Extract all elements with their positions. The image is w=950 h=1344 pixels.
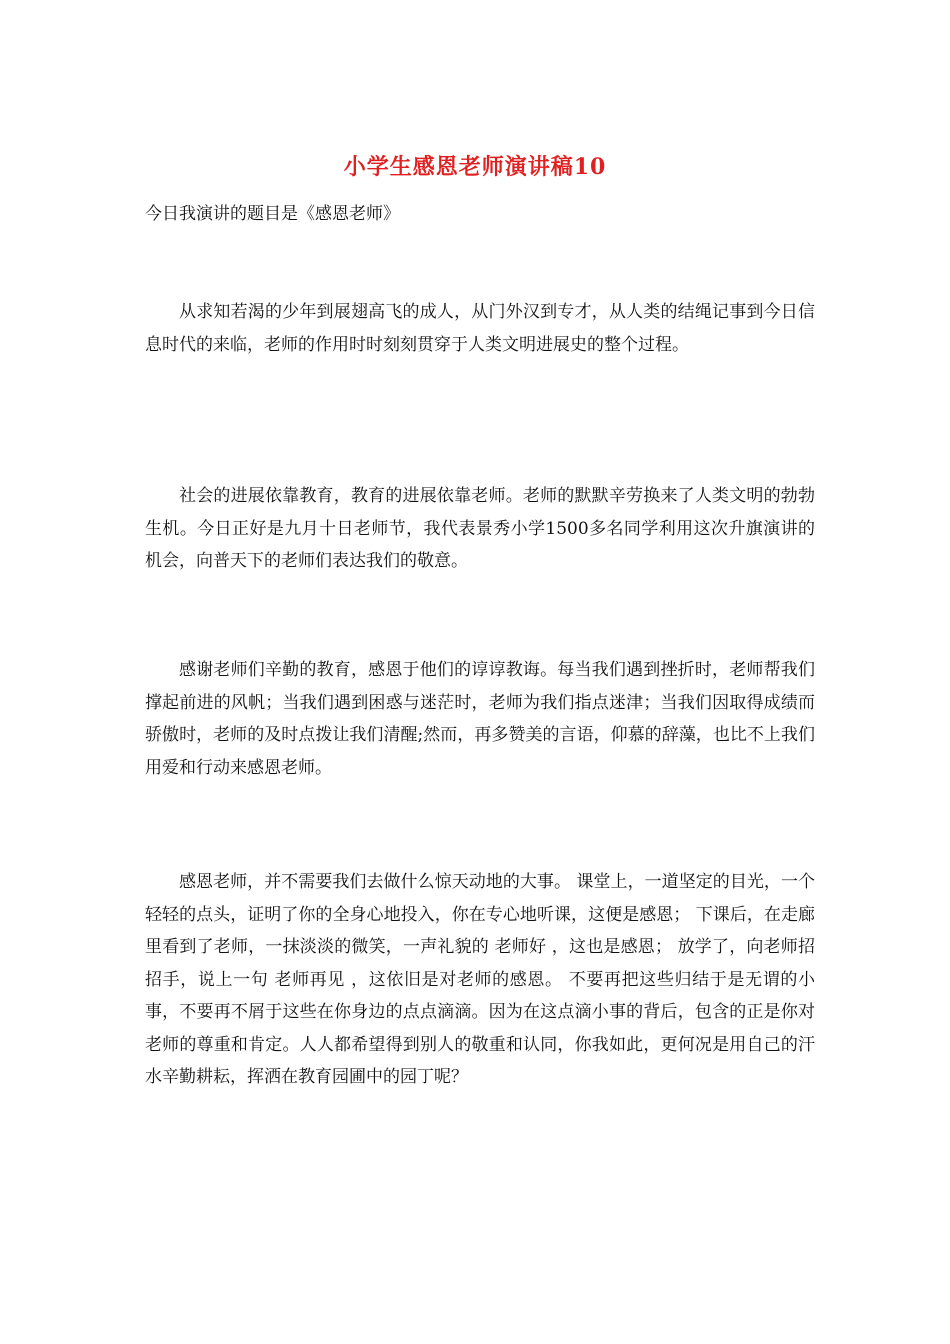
paragraph-3: 感谢老师们辛勤的教育，感恩于他们的谆谆教诲。每当我们遇到挫折时，老师帮我们撑起前进的风帆；当我们遇到困惑与迷茫时，老师为我们指点迷津；当我们因取得成绩而骄傲时，老师的及时点拨让我们清醒;然而，再多赞美的言语，仰慕的辞藻，也比不上我们用爱和行动来感恩老师。 (145, 660, 815, 778)
speech-topic: 今日我演讲的题目是《感恩老师》 (145, 204, 400, 224)
paragraph-4: 感恩老师，并不需要我们去做什么惊天动地的大事。 课堂上，一道坚定的目光，一个轻轻的点头，证明了你的全身心地投入，你在专心地听课，这便是感恩； 下课后，在走廊里看到了老师，一抹淡淡的微笑，一声礼貌的 老师好 ，这也是感恩； 放学了，向老师招招手，说上一句 老师再见 ，这依旧是对老师的感恩。 不要再把这些归结于是无谓的小事，不要再不屑于这些在你身边的点点滴滴。因为在这点滴小事的背后，包含的正是你对老师的尊重和肯定。人人都希望得到别人的敬重和认同，你我如此，更何况是用自己的汗水辛勤耕耘，挥洒在教育园圃中的园丁呢？ (145, 872, 815, 1087)
paragraph-2: 社会的进展依靠教育，教育的进展依靠老师。老师的默默辛劳换来了人类文明的勃勃生机。今日正好是九月十日老师节，我代表景秀小学1500多名同学利用这次升旗演讲的机会，向普天下的老师们表达我们的敬意。 (145, 486, 815, 571)
paragraph-1: 从求知若渴的少年到展翅高飞的成人，从门外汉到专才，从人类的结绳记事到今日信息时代的来临，老师的作用时时刻刻贯穿于人类文明进展史的整个过程。 (145, 302, 815, 355)
document-title: 小学生感恩老师演讲稿10 (343, 154, 607, 180)
